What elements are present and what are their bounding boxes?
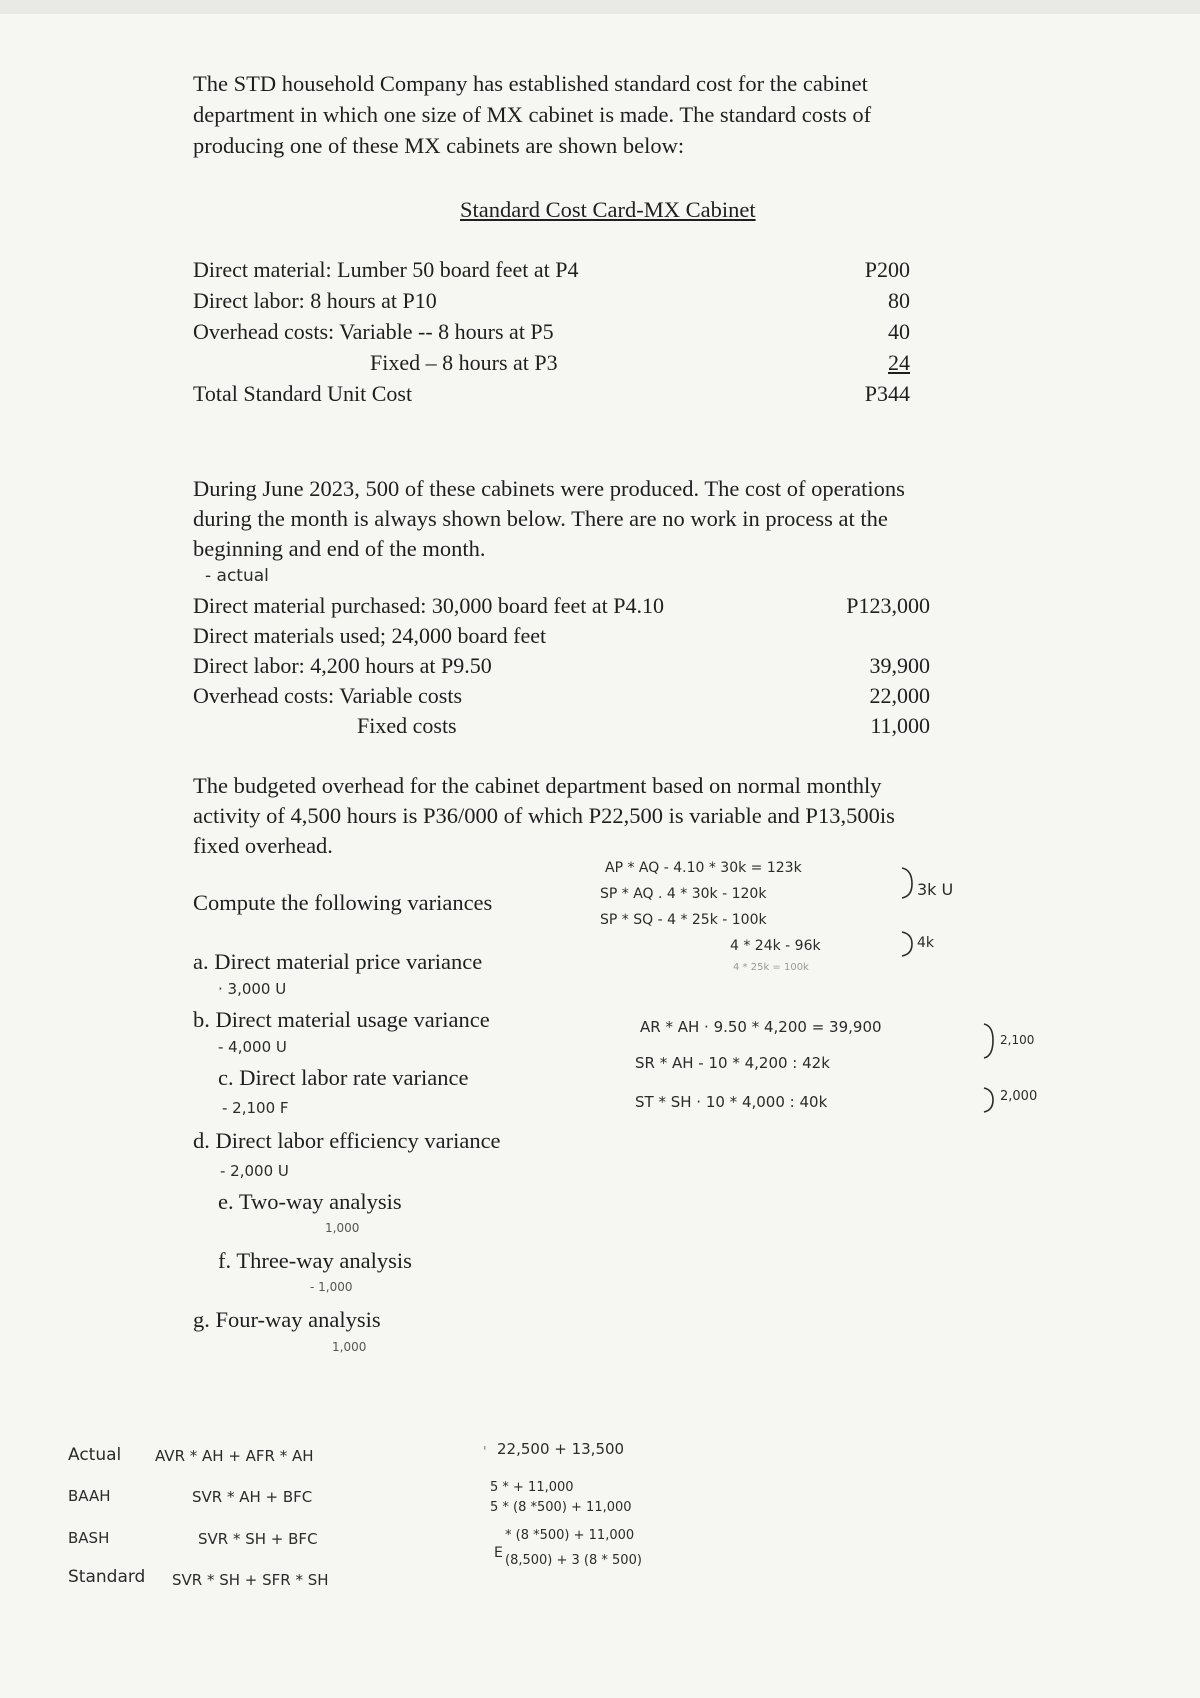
card-row-value: 80	[888, 288, 910, 313]
labor-bracket-marks	[982, 1022, 1000, 1122]
card-row-label: Direct material: Lumber 50 board feet at P4	[193, 257, 579, 282]
handwritten-actual-note: - actual	[205, 566, 269, 586]
question-e: e. Two-way analysis	[218, 1189, 402, 1214]
card-row-label: Overhead costs: Variable -- 8 hours at P5	[193, 319, 554, 344]
june-line-3: beginning and end of the month.	[193, 536, 486, 561]
actual-row-label: Direct labor: 4,200 hours at P9.50	[193, 653, 492, 678]
note-material-row: 4 * 24k - 96k	[730, 938, 821, 954]
answer-d: - 2,000 U	[220, 1162, 289, 1180]
card-row-value: 40	[888, 319, 910, 344]
answer-g: 1,000	[332, 1340, 367, 1354]
overhead-calc: (8,500) + 3 (8 * 500)	[505, 1553, 642, 1568]
overhead-mark: E	[494, 1545, 503, 1561]
card-row-value: P200	[864, 257, 910, 282]
overhead-calc: 22,500 + 13,500	[497, 1440, 625, 1458]
actual-row-label: Overhead costs: Variable costs	[193, 683, 463, 708]
intro-line-2: department in which one size of MX cabinet is made. The standard costs of	[193, 102, 872, 127]
budget-line-1: The budgeted overhead for the cabinet department based on normal monthly	[193, 773, 882, 798]
actual-row-value: 11,000	[870, 713, 930, 738]
note-labor-bracket-total: 2,000	[1000, 1089, 1038, 1104]
answer-f: - 1,000	[310, 1280, 353, 1294]
note-material-bracket-total: 3k U	[917, 880, 954, 899]
actual-row-value: 39,900	[869, 653, 930, 678]
overhead-calc: * (8 *500) + 11,000	[505, 1528, 635, 1543]
overhead-formula: SVR * SH + SFR * SH	[172, 1571, 329, 1589]
question-b: b. Direct material usage variance	[193, 1007, 490, 1032]
card-row-label: Direct labor: 8 hours at P10	[193, 288, 437, 313]
note-labor-bracket-total: 2,100	[1000, 1033, 1035, 1047]
card-total-label: Total Standard Unit Cost	[193, 381, 413, 406]
overhead-formula: SVR * AH + BFC	[192, 1488, 313, 1506]
note-material-bracket-total: 4k	[917, 935, 935, 951]
overhead-label-bash: BASH	[68, 1529, 110, 1547]
overhead-mark: '	[483, 1445, 487, 1460]
budget-line-3: fixed overhead.	[193, 833, 333, 858]
scan-edge	[0, 0, 1200, 14]
answer-a: · 3,000 U	[218, 980, 287, 998]
actual-row-label: Fixed costs	[357, 713, 457, 738]
answer-c: - 2,100 F	[222, 1099, 289, 1117]
overhead-calc: 5 * + 11,000	[490, 1480, 574, 1495]
note-labor-row: SR * AH - 10 * 4,200 : 42k	[635, 1054, 830, 1072]
question-c: c. Direct labor rate variance	[218, 1065, 469, 1090]
note-labor-row: AR * AH · 9.50 * 4,200 = 39,900	[640, 1018, 882, 1036]
june-line-1: During June 2023, 500 of these cabinets were produced. The cost of operations	[193, 476, 905, 501]
question-d: d. Direct labor efficiency variance	[193, 1128, 501, 1153]
june-line-2: during the month is always shown below. There are no work in process at the	[193, 506, 888, 531]
card-total-value: P344	[864, 381, 910, 406]
question-f: f. Three-way analysis	[218, 1248, 412, 1273]
note-material-row: SP * SQ - 4 * 25k - 100k	[600, 912, 767, 928]
overhead-formula: SVR * SH + BFC	[198, 1530, 318, 1548]
card-row-label: Fixed – 8 hours at P3	[370, 350, 558, 375]
question-g: g. Four-way analysis	[193, 1307, 381, 1332]
overhead-label-baah: BAAH	[68, 1487, 111, 1505]
note-material-faint: 4 * 25k = 100k	[733, 962, 809, 973]
actual-row-value: 22,000	[869, 683, 930, 708]
card-title: Standard Cost Card-MX Cabinet	[460, 197, 756, 222]
overhead-label-actual: Actual	[68, 1445, 122, 1465]
actual-row-value: P123,000	[846, 593, 930, 618]
overhead-calc: 5 * (8 *500) + 11,000	[490, 1500, 632, 1515]
note-material-row: AP * AQ - 4.10 * 30k = 123k	[605, 860, 802, 876]
answer-e: 1,000	[325, 1221, 360, 1235]
actual-row-label: Direct material purchased: 30,000 board feet at P4.10	[193, 593, 665, 618]
overhead-label-standard: Standard	[68, 1567, 146, 1587]
budget-line-2: activity of 4,500 hours is P36/000 of which P22,500 is variable and P13,500is	[193, 803, 895, 828]
bracket-marks	[900, 866, 920, 966]
note-material-row: SP * AQ . 4 * 30k - 120k	[600, 886, 767, 902]
card-row-value: 24	[888, 350, 910, 375]
intro-line-3: producing one of these MX cabinets are shown below:	[193, 133, 685, 158]
actual-row-label: Direct materials used; 24,000 board feet	[193, 623, 547, 648]
intro-line-1: The STD household Company has established standard cost for the cabinet	[193, 71, 868, 96]
note-labor-row: ST * SH · 10 * 4,000 : 40k	[635, 1093, 828, 1111]
compute-heading: Compute the following variances	[193, 890, 493, 915]
answer-b: - 4,000 U	[218, 1038, 287, 1056]
question-a: a. Direct material price variance	[193, 949, 483, 974]
overhead-formula: AVR * AH + AFR * AH	[155, 1447, 314, 1465]
